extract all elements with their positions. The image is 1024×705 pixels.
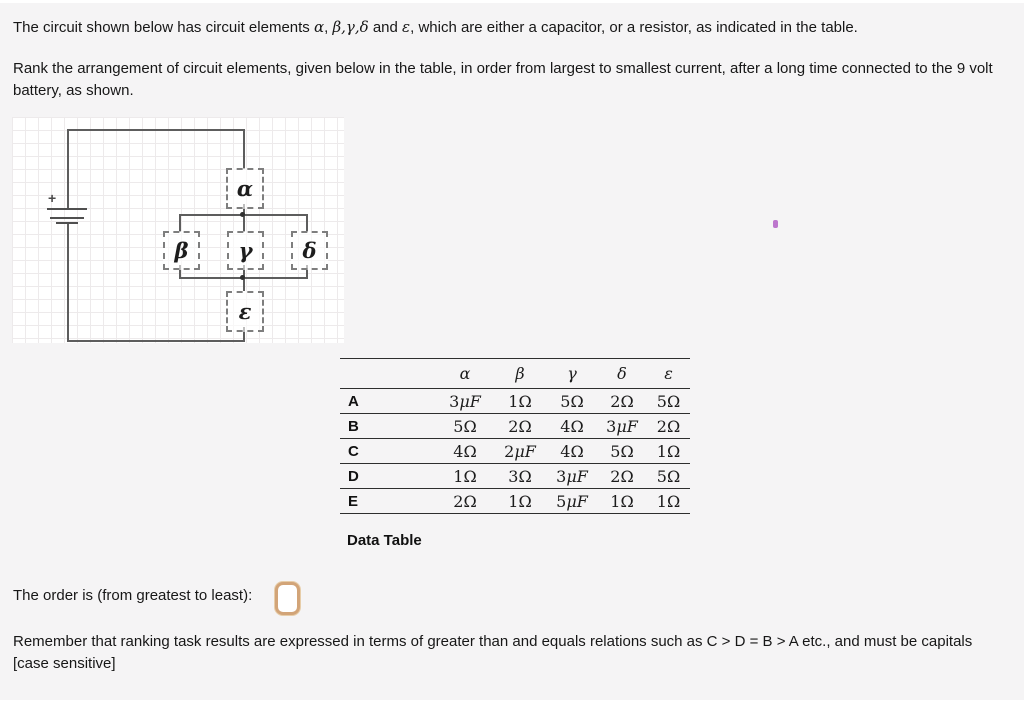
answer-prompt: The order is (from greatest to least): [13, 587, 253, 604]
element-box-alpha [226, 168, 264, 209]
row-label-B: B [340, 414, 437, 439]
table-cell: 4Ω [547, 414, 597, 439]
battery-plate-mid [50, 217, 84, 219]
table-cell: 5Ω [647, 464, 690, 489]
table-cell: 3μF [437, 389, 493, 414]
data-table [340, 358, 690, 514]
row-label-D: D [340, 464, 437, 489]
table-cell: 5Ω [437, 414, 493, 439]
table-caption: Data Table [347, 532, 422, 549]
intro-text [13, 16, 1013, 39]
row-label-C: C [340, 439, 437, 464]
table-cell: 2Ω [597, 464, 647, 489]
element-label-epsilon: ε [238, 299, 252, 324]
table-cell: 2Ω [597, 389, 647, 414]
table-cell: 2Ω [647, 414, 690, 439]
top-edge-strip [0, 0, 1024, 3]
table-cell: 3μF [547, 464, 597, 489]
element-box-epsilon [226, 291, 264, 332]
table-cell: 5μF [547, 489, 597, 514]
element-box-delta [291, 231, 328, 270]
column-header-γ: γ [547, 359, 597, 389]
wire-right-upper [243, 129, 245, 169]
wire-drop-beta [179, 214, 181, 232]
element-label-delta: δ [302, 238, 317, 263]
table-cell: 3μF [597, 414, 647, 439]
bottom-edge-strip [0, 700, 1024, 705]
column-header-δ: δ [597, 359, 647, 389]
task-text: Rank the arrangement of circuit elements, given below in the table, in order from largest to smallest current, after a long time connected to the 9 volt battery, as shown. [13, 60, 993, 99]
table-cell: 4Ω [437, 439, 493, 464]
element-label-beta: β [174, 238, 189, 263]
data-table-body [340, 389, 690, 514]
element-label-gamma: γ [238, 238, 253, 263]
greek-beta-gamma-delta: β,γ,δ [332, 18, 369, 36]
table-cell: 2μF [493, 439, 547, 464]
circuit-diagram [12, 117, 344, 343]
table-cell: 1Ω [493, 489, 547, 514]
intro-pre: The circuit shown below has circuit elements [13, 19, 314, 36]
table-row-B [340, 414, 690, 439]
table-cell: 1Ω [493, 389, 547, 414]
table-cell: 3Ω [493, 464, 547, 489]
table-cell: 5Ω [597, 439, 647, 464]
column-header-β: β [493, 359, 547, 389]
table-row-C [340, 439, 690, 464]
column-header-ε: ε [647, 359, 690, 389]
junction-dot-top [240, 212, 245, 217]
row-label-E: E [340, 489, 437, 514]
wire-left-upper [67, 129, 69, 209]
data-table-grid [340, 358, 690, 514]
table-cell: 1Ω [647, 439, 690, 464]
data-table-head [340, 359, 690, 389]
header-row [340, 359, 690, 389]
element-box-gamma [227, 231, 264, 270]
table-cell: 2Ω [437, 489, 493, 514]
wire-top [67, 129, 245, 131]
wire-drop-delta [306, 214, 308, 232]
wire-left-lower [67, 223, 69, 342]
element-label-alpha: α [236, 176, 254, 201]
table-cell: 2Ω [493, 414, 547, 439]
battery-plate-short [56, 222, 78, 224]
table-cell: 1Ω [647, 489, 690, 514]
table-row-E [340, 489, 690, 514]
intro-post: , which are either a capacitor, or a resistor, as indicated in the table. [410, 19, 858, 36]
battery-plus-sign: + [48, 190, 57, 206]
greek-alpha: α [313, 18, 325, 36]
greek-epsilon: ε [402, 18, 411, 36]
table-cell: 4Ω [547, 439, 597, 464]
row-label-A: A [340, 389, 437, 414]
table-cell: 1Ω [437, 464, 493, 489]
battery-plate-long [47, 208, 87, 210]
header-corner-cell [340, 359, 437, 389]
table-cell: 1Ω [597, 489, 647, 514]
wire-bottom [67, 340, 245, 342]
table-cell: 5Ω [647, 389, 690, 414]
answer-input[interactable] [275, 582, 300, 615]
purple-cursor-artifact [773, 220, 778, 228]
table-row-D [340, 464, 690, 489]
junction-dot-bottom [240, 275, 245, 280]
intro-sep2: and [368, 19, 403, 36]
intro-sep1: , [324, 19, 333, 36]
table-row-A [340, 389, 690, 414]
column-header-α: α [437, 359, 493, 389]
note-text: Remember that ranking task results are expressed in terms of greater than and equals relations such as C > D = B > A etc., and must be capitals [case sensitive] [13, 633, 973, 672]
element-box-beta [163, 231, 200, 270]
table-cell: 5Ω [547, 389, 597, 414]
